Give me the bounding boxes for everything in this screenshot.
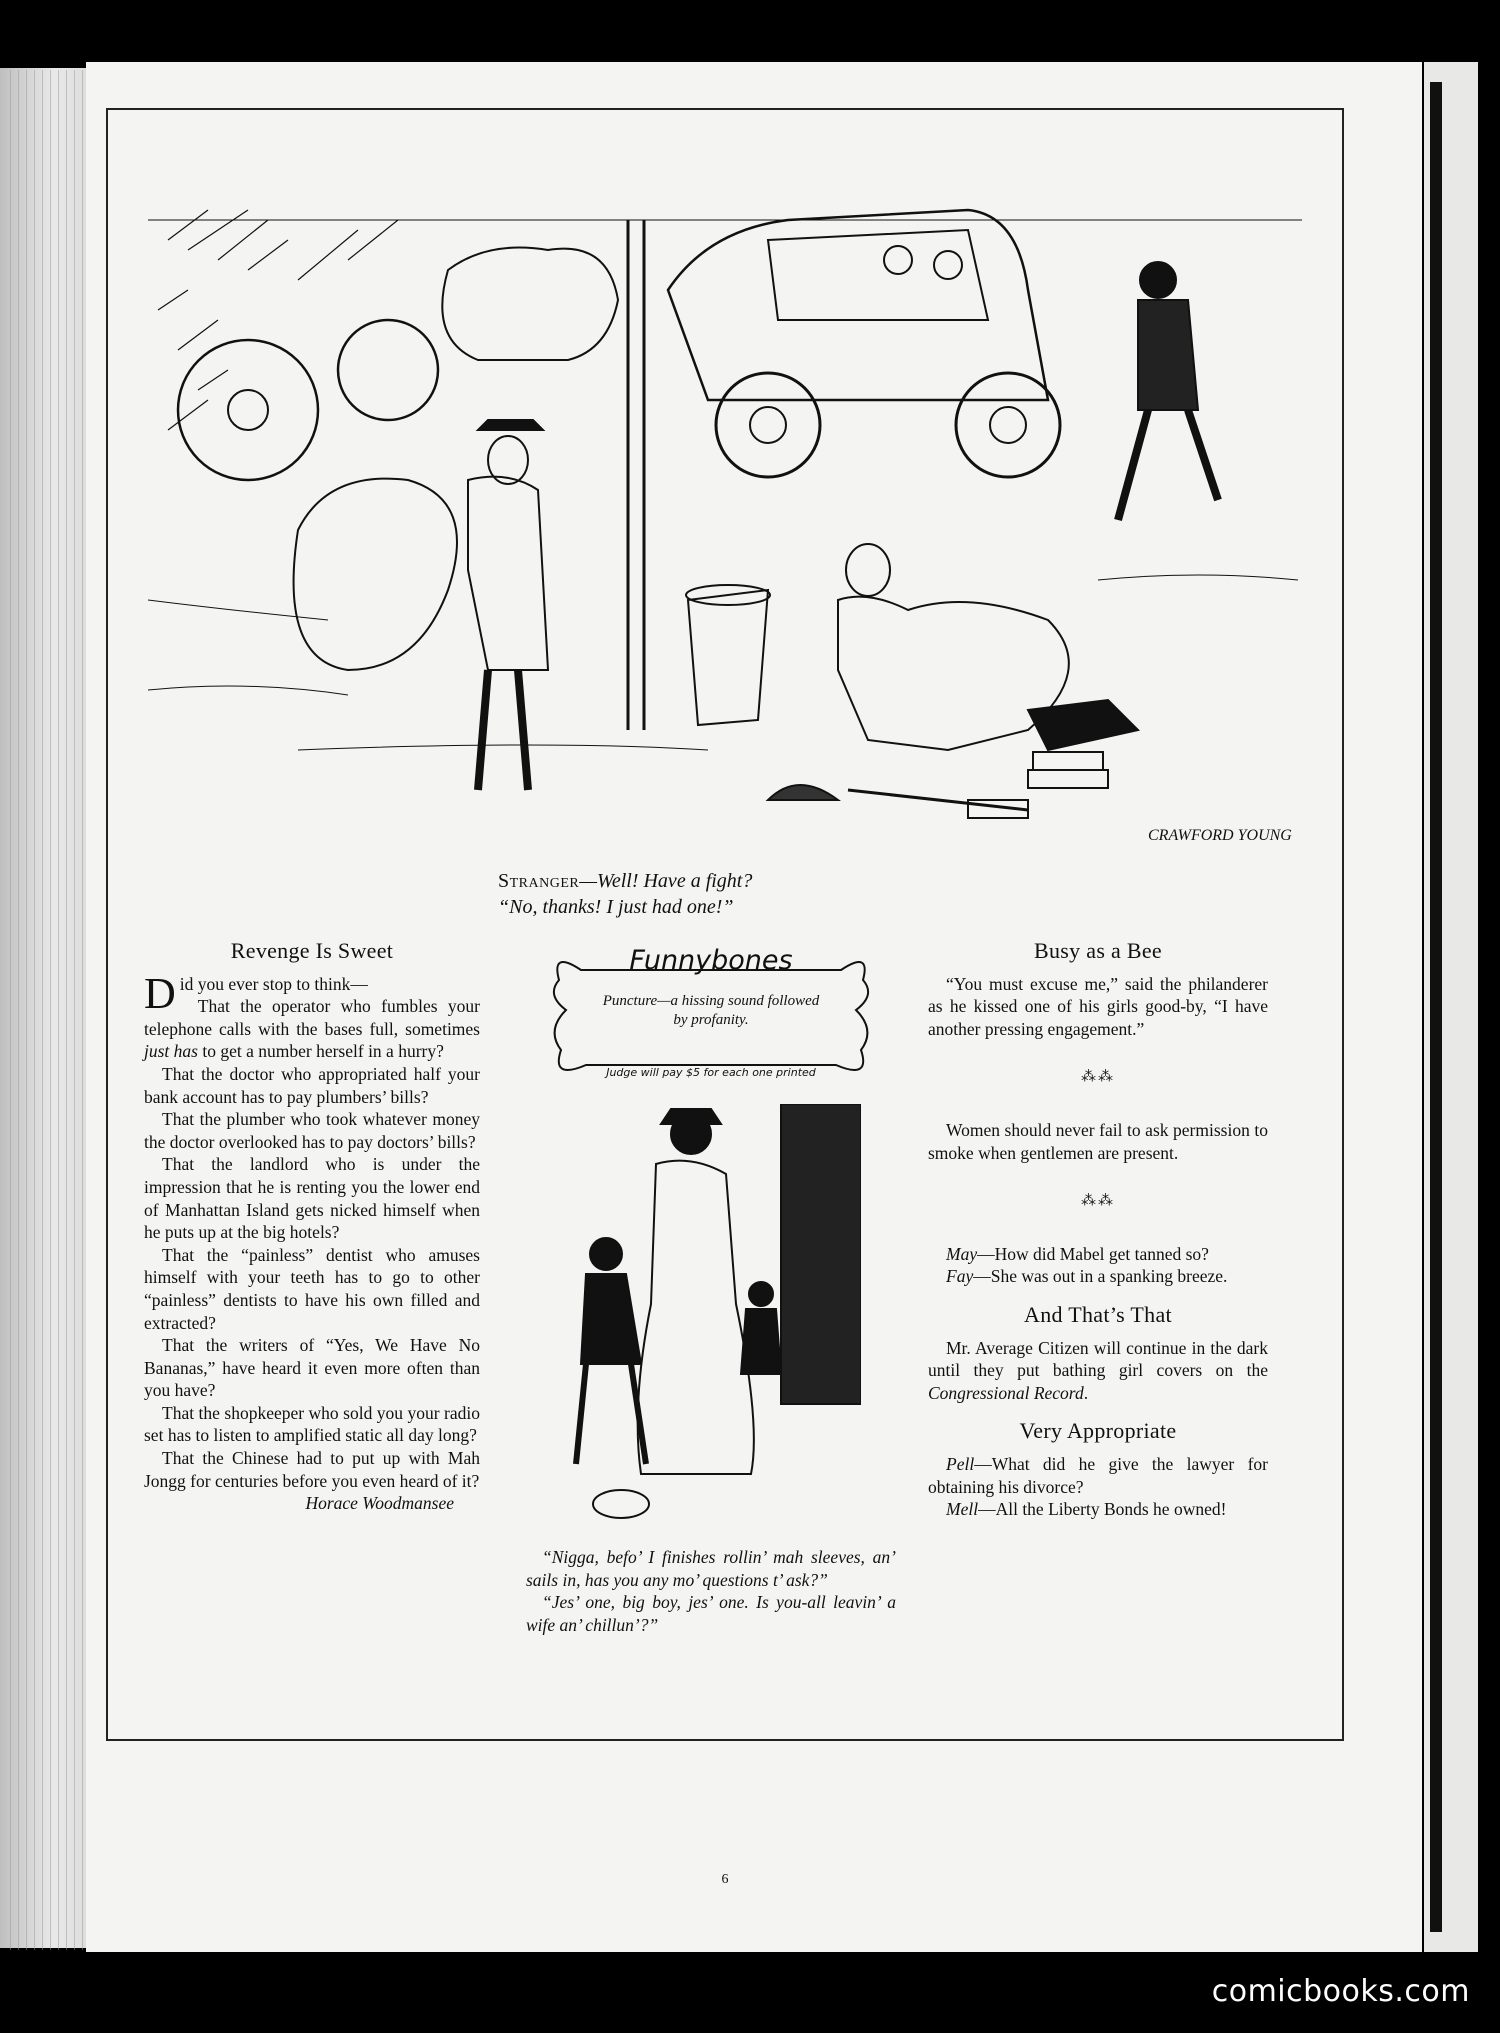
facing-page <box>1424 62 1478 1952</box>
column-jokes <box>928 940 1268 1521</box>
appropriate-title: Very Appropriate <box>1019 1418 1177 1444</box>
thats-text-em: Congressional Record <box>928 1382 1084 1403</box>
separator-stars: ⁂⁂ <box>1081 1069 1115 1086</box>
dialogue-quote-2: “Jes’ one, big boy, jes’ one. Is you-all leavin’ a wife an’ chillun’?” <box>526 1592 896 1635</box>
caption-line-2: “No, thanks! I just had one!” <box>498 896 734 918</box>
author-signature: Horace Woodmansee <box>305 1493 454 1514</box>
page-edges <box>10 70 86 1950</box>
page-number: 6 <box>721 1872 729 1887</box>
revenge-title: Revenge Is Sweet <box>230 938 394 963</box>
revenge-para-2: That the doctor who appropriated half your bank account has to pay plumbers’ bills? <box>144 1063 480 1107</box>
thats-text-a: Mr. Average Citizen will continue in the dark until they put bathing girl covers on the <box>928 1337 1268 1381</box>
fay-speaker: Fay <box>946 1266 974 1287</box>
funnybones-payment-note: Judge will pay $5 for each one printed <box>606 1066 816 1079</box>
watermark: comicbooks.com <box>1211 1974 1470 2009</box>
drop-cap: D <box>144 968 176 1018</box>
column-funnybones <box>526 940 896 1636</box>
revenge-para-7: That the shopkeeper who sold you your radio set has to listen to amplified static all day long? <box>144 1402 480 1446</box>
pell-text: —What did he give the lawyer for obtaining his divorce? <box>928 1453 1268 1497</box>
dialogue-quote-1: “Nigga, befo’ I finishes rollin’ mah sleeves, an’ sails in, has you any mo’ questions t’ ask?” <box>526 1547 896 1590</box>
pell-speaker: Pell <box>946 1453 975 1474</box>
revenge-para-5: That the “painless” dentist who amuses himself with your teeth has to go to other “painless” dentists to have his own filled and extracted? <box>144 1244 480 1333</box>
funnybones-box <box>541 940 881 1090</box>
revenge-para-1: That the operator who fumbles your telephone calls with the bases full, sometimes just has to get a number herself in a hurry? <box>144 996 480 1062</box>
revenge-para-0: id you ever stop to think— <box>179 973 368 994</box>
separator-stars-2: ⁂⁂ <box>1081 1193 1115 1210</box>
busy-title: Busy as a Bee <box>1034 938 1162 963</box>
mell-speaker: Mell <box>946 1499 979 1520</box>
caption-line-1: —Well! Have a fight? <box>579 870 753 892</box>
artist-signature: CRAWFORD YOUNG <box>1148 827 1292 844</box>
may-text: —How did Mabel get tanned so? <box>977 1243 1209 1264</box>
page-frame <box>106 108 1344 1887</box>
may-speaker: May <box>946 1243 978 1264</box>
thats-title: And That’s That <box>1024 1301 1172 1327</box>
funnybones-title: Funnybones <box>629 945 793 976</box>
caption-speaker: Stranger <box>498 870 580 892</box>
figures-illustration <box>561 1104 861 1534</box>
column-revenge-is-sweet <box>144 940 480 1515</box>
revenge-para-4: That the landlord who is under the impression that he is renting you the lower end of Manhattan Island gets nicked himself when he puts up at the big hotels? <box>144 1154 480 1243</box>
revenge-para-6: That the writers of “Yes, We Have No Bananas,” have heard it even more often than you have? <box>144 1335 480 1401</box>
funnybones-definition: Puncture—a hissing sound followed by profanity. <box>602 993 820 1028</box>
mell-text: —All the Liberty Bonds he owned! <box>978 1499 1227 1520</box>
street-cartoon-illustration <box>148 150 1302 860</box>
revenge-para-8: That the Chinese had to put up with Mah Jongg for centuries before you even heard of it? <box>144 1448 480 1491</box>
thats-text-b: . <box>1083 1382 1089 1403</box>
fay-text: —She was out in a spanking breeze. <box>973 1266 1228 1287</box>
revenge-para-3: That the plumber who took whatever money the doctor overlooked has to pay doctors’ bills? <box>144 1109 480 1152</box>
busy-text: “You must excuse me,” said the philanderer as he kissed one of his girls good-by, “I have another pressing engagement.” <box>928 973 1268 1039</box>
women-text: Women should never fail to ask permission to smoke when gentlemen are present. <box>928 1119 1268 1163</box>
cartoon-caption <box>498 868 1018 920</box>
